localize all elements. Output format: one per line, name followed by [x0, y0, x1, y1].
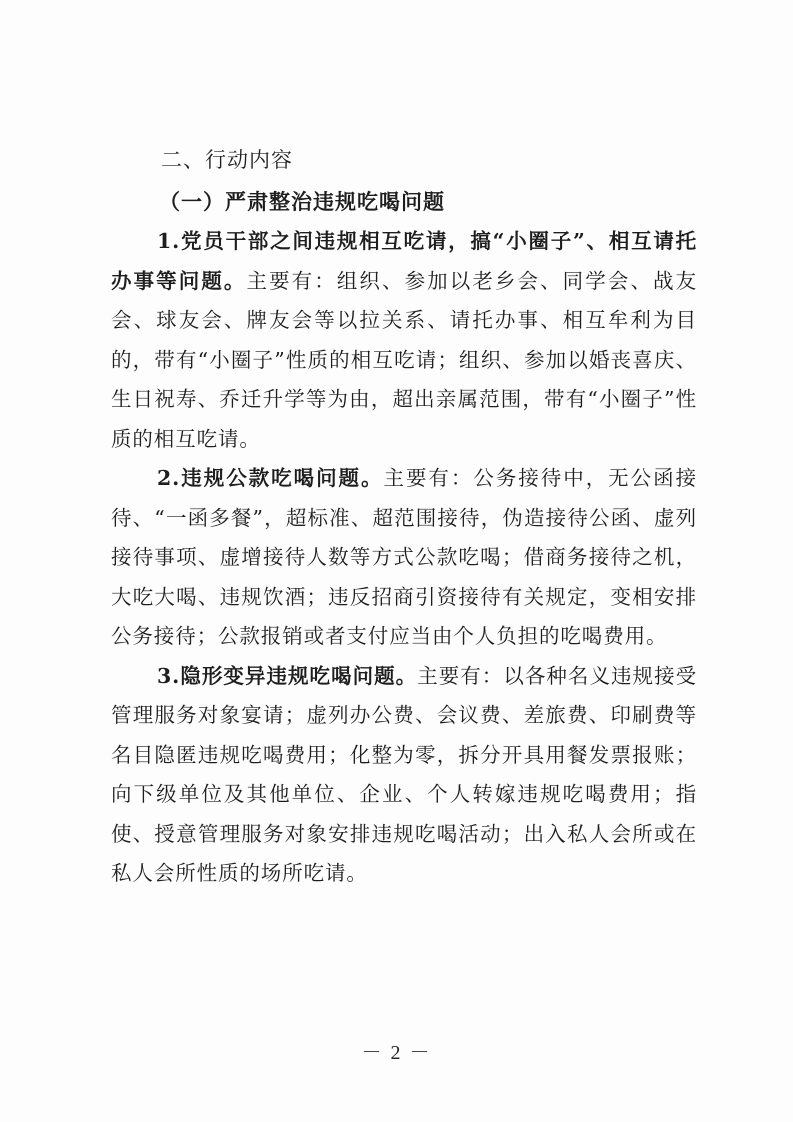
- page-number: － 2 －: [361, 1042, 432, 1064]
- paragraph-text: 主要有：公务接待中，无公函接待、“一函多餐”，超标准、超范围接待，伪造接待公函、虚列接待事项、虚增接待人数等方式公款吃喝；借商务接待之机，大吃大喝、违规饮酒；违反招商引资接待有关规定，变相安排公务接待；公款报销或者支付应当由个人负担的吃喝费用。: [111, 466, 697, 648]
- paragraph-lead: 1.党员干部之间违规相互吃请，搞“小圈子”、相互请托办事等问题。: [111, 229, 697, 293]
- paragraph-lead: 2.违规公款吃喝问题。: [157, 466, 384, 490]
- paragraph-lead: 3.隐形变异违规吃喝问题。: [157, 663, 418, 688]
- paragraph-item-3: [111, 657, 697, 894]
- paragraph-item-2: [111, 459, 697, 657]
- paragraph-text: 主要有：组织、参加以老乡会、同学会、战友会、球友会、牌友会等以拉关系、请托办事、相互牟利为目的，带有“小圈子”性质的相互吃请；组织、参加以婚丧喜庆、生日祝寿、乔迁升学等为由，超出亲属范围，带有“小圈子”性质的相互吃请。: [111, 268, 698, 451]
- paragraph-item-1: [111, 222, 697, 459]
- subsection-heading: （一）严肃整治违规吃喝问题: [159, 189, 445, 214]
- document-body: [111, 138, 697, 894]
- section-heading: 二、行动内容: [161, 148, 293, 172]
- paragraph-text: 主要有：以各种名义违规接受管理服务对象宴请；虚列办公费、会议费、差旅费、印刷费等名目隐匿违规吃喝费用；化整为零，拆分开具用餐发票报账；向下级单位及其他单位、企业、个人转嫁违规吃喝费用；指使、授意管理服务对象安排违规吃喝活动；出入私人会所或在私人会所性质的场所吃请。: [111, 663, 697, 885]
